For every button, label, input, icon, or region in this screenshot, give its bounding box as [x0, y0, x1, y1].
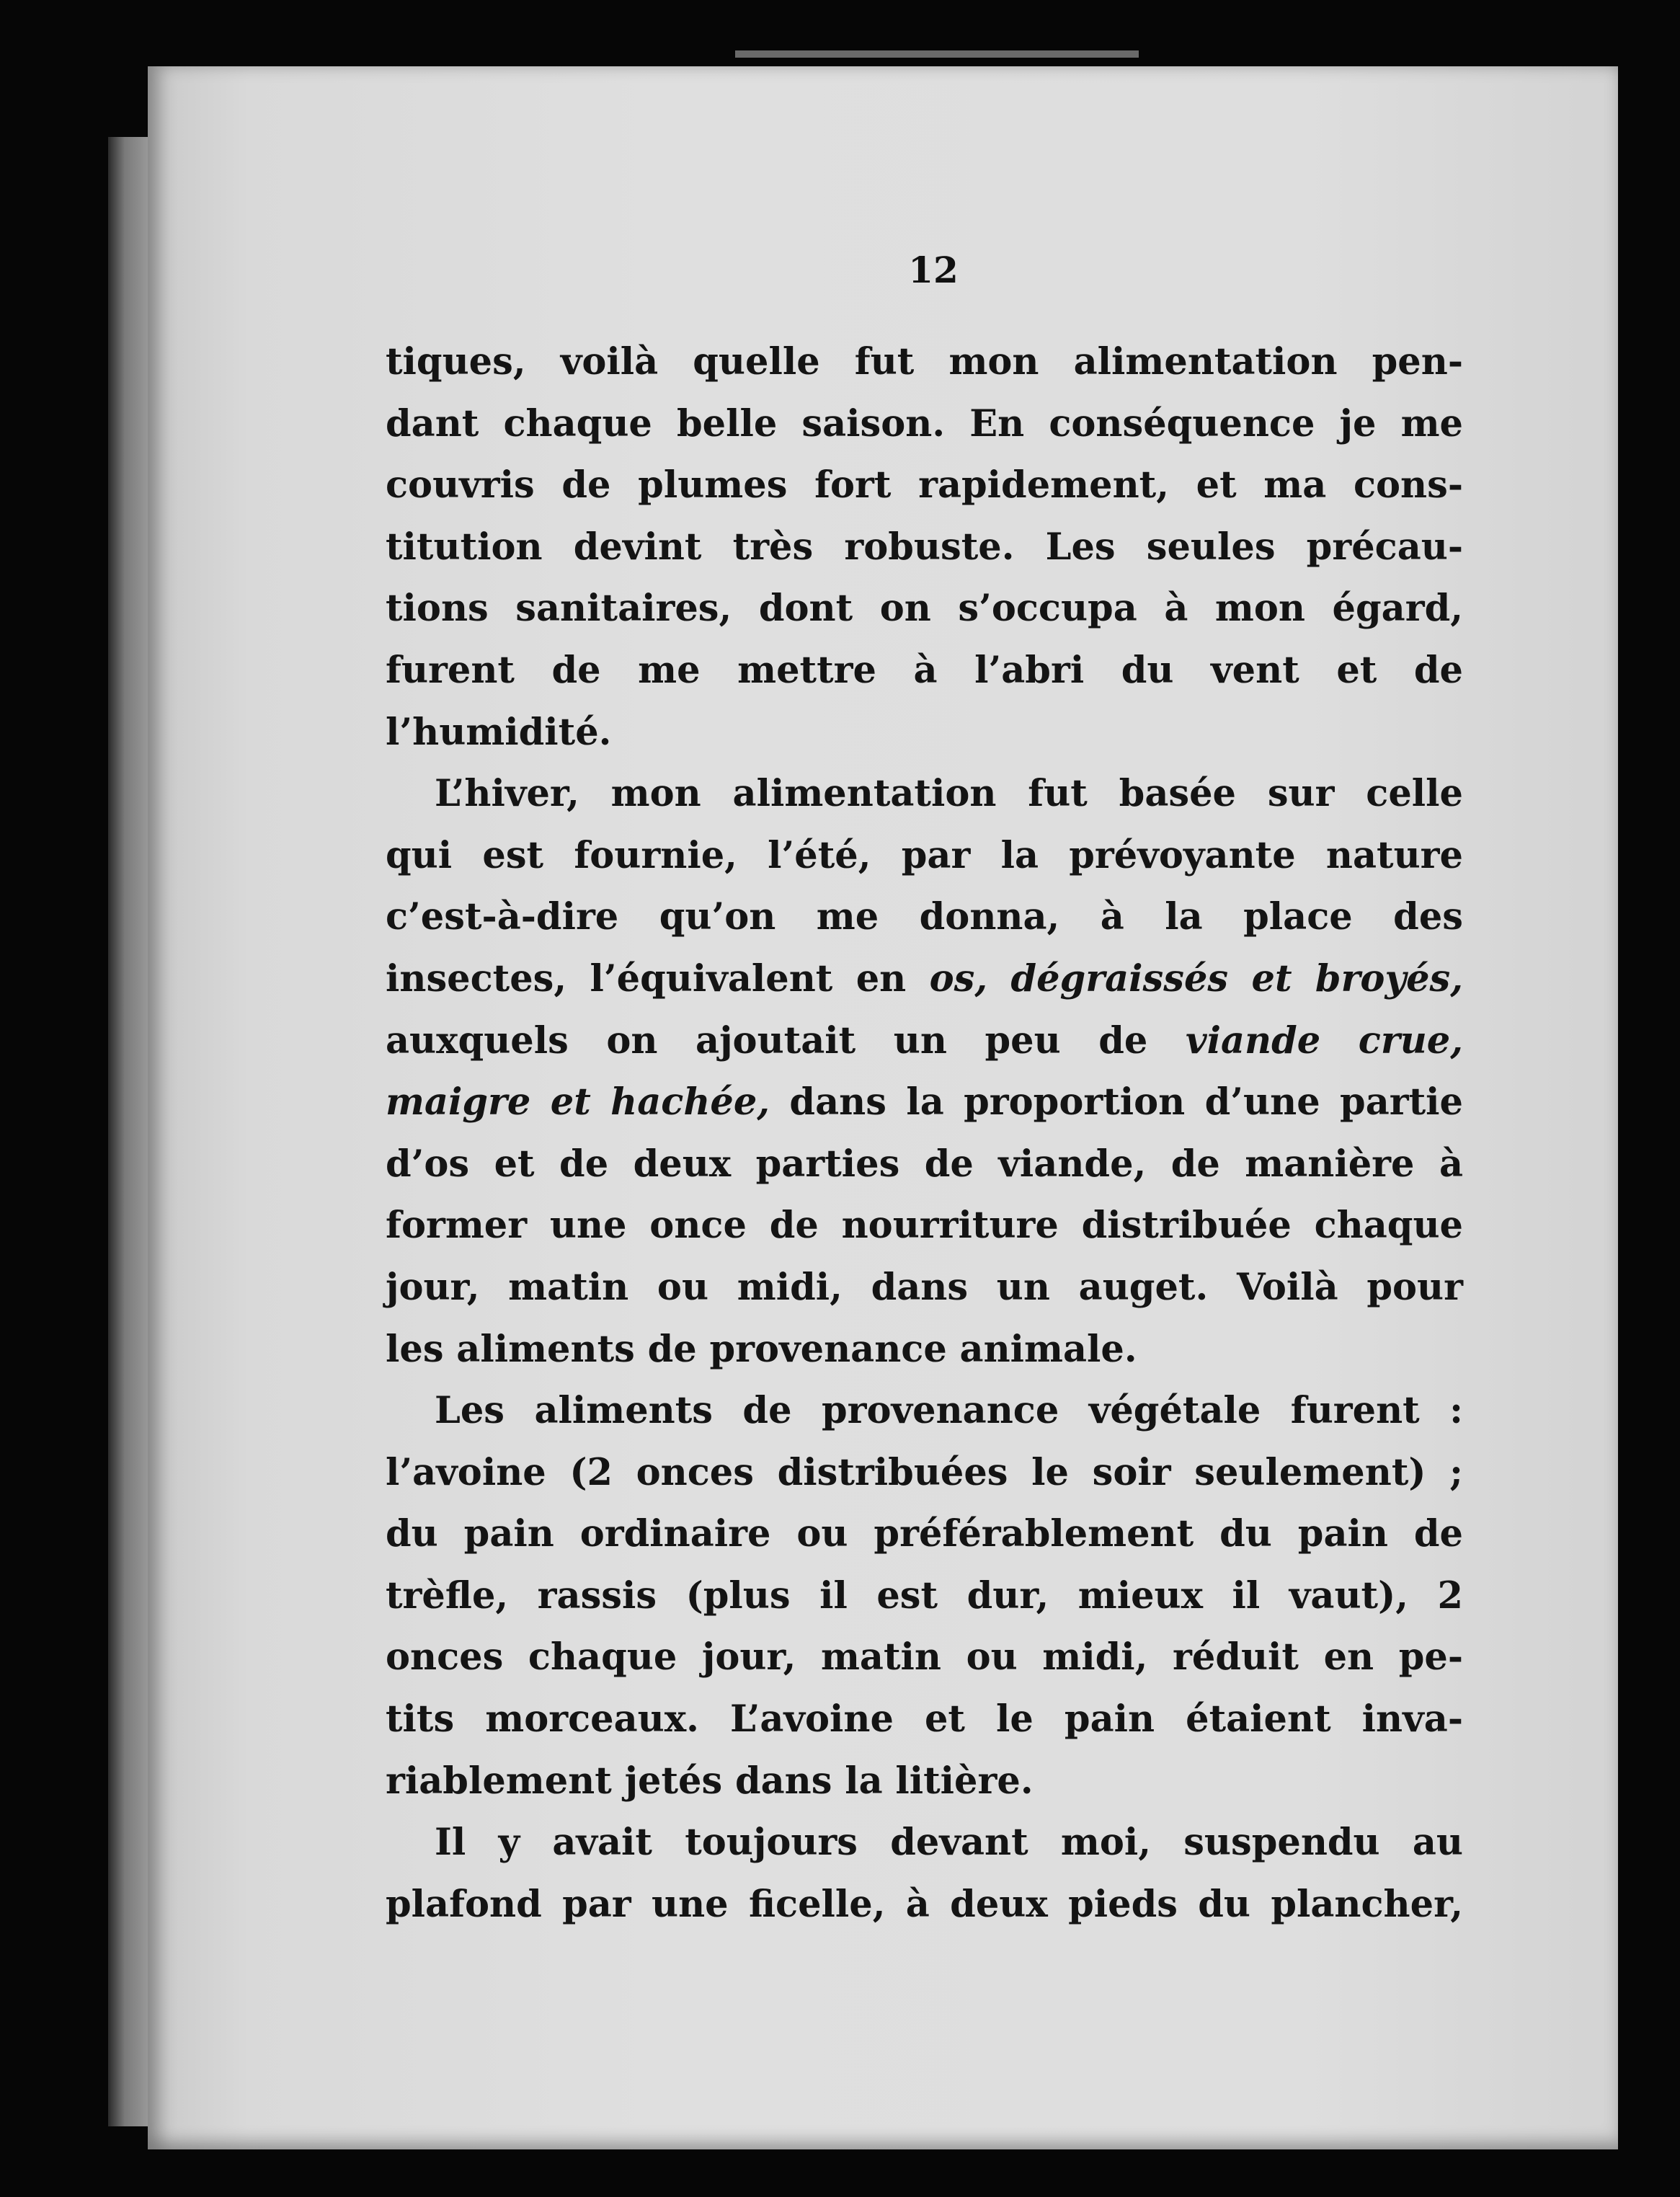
page-number: 12 [908, 249, 959, 291]
text-line-mixed [386, 949, 1463, 1011]
text-line: jour, matin ou midi, dans un auget. Voilà pour [386, 1265, 1463, 1309]
text-line: l’humidité. [386, 710, 612, 754]
text-line-mixed [386, 1011, 1463, 1073]
text-line: riablement jetés dans la litière. [386, 1759, 1034, 1803]
text-line: qui est fournie, l’été, par la prévoyante nature [386, 833, 1463, 877]
text-line: former une once de nourriture distribuée chaque [386, 1204, 1463, 1248]
text-line: Les aliments de provenance végétale furent : [435, 1389, 1463, 1433]
body-text [386, 332, 1463, 1935]
text-line: furent de me mettre à l’abri du vent et de [386, 648, 1463, 692]
text-line: plafond par une ficelle, à deux pieds du plancher, [386, 1882, 1463, 1926]
text-run: dans la proportion d’une partie [770, 1080, 1463, 1124]
text-line: titution devint très robuste. Les seules précau- [386, 525, 1463, 569]
text-line: du pain ordinaire ou préférablement du pain de [386, 1512, 1463, 1556]
italic-run: maigre et hachée, [386, 1080, 770, 1124]
text-line-mixed [386, 1072, 1463, 1134]
text-line: tiques, voilà quelle fut mon alimentation pen- [386, 340, 1463, 383]
text-line: trèfle, rassis (plus il est dur, mieux il vaut), 2 [386, 1574, 1463, 1617]
top-edge-mark [735, 50, 1139, 58]
text-line: tits morceaux. L’avoine et le pain étaient inva- [386, 1697, 1463, 1741]
text-line: les aliments de provenance animale. [386, 1327, 1137, 1371]
page-left-edge [108, 137, 150, 2126]
italic-run: os, dégraissés et broyés, [929, 957, 1464, 1000]
text-line: onces chaque jour, matin ou midi, réduit en pe- [386, 1635, 1463, 1679]
italic-run: viande crue, [1185, 1018, 1463, 1062]
text-line: dant chaque belle saison. En conséquence je me [386, 401, 1463, 445]
text-line: couvris de plumes fort rapidement, et ma cons- [386, 463, 1463, 507]
text-run: insectes, l’équivalent en [386, 957, 930, 1000]
text-line: d’os et de deux parties de viande, de manière à [386, 1142, 1463, 1186]
text-line: L’hiver, mon alimentation fut basée sur celle [435, 772, 1463, 816]
text-line: Il y avait toujours devant moi, suspendu au [435, 1821, 1463, 1865]
text-line: tions sanitaires, dont on s’occupa à mon égard, [386, 587, 1463, 631]
text-line: l’avoine (2 onces distribuées le soir seulement) ; [386, 1450, 1463, 1494]
text-run: auxquels on ajoutait un peu de [386, 1018, 1186, 1062]
text-line: c’est-à-dire qu’on me donna, à la place des [386, 895, 1463, 939]
